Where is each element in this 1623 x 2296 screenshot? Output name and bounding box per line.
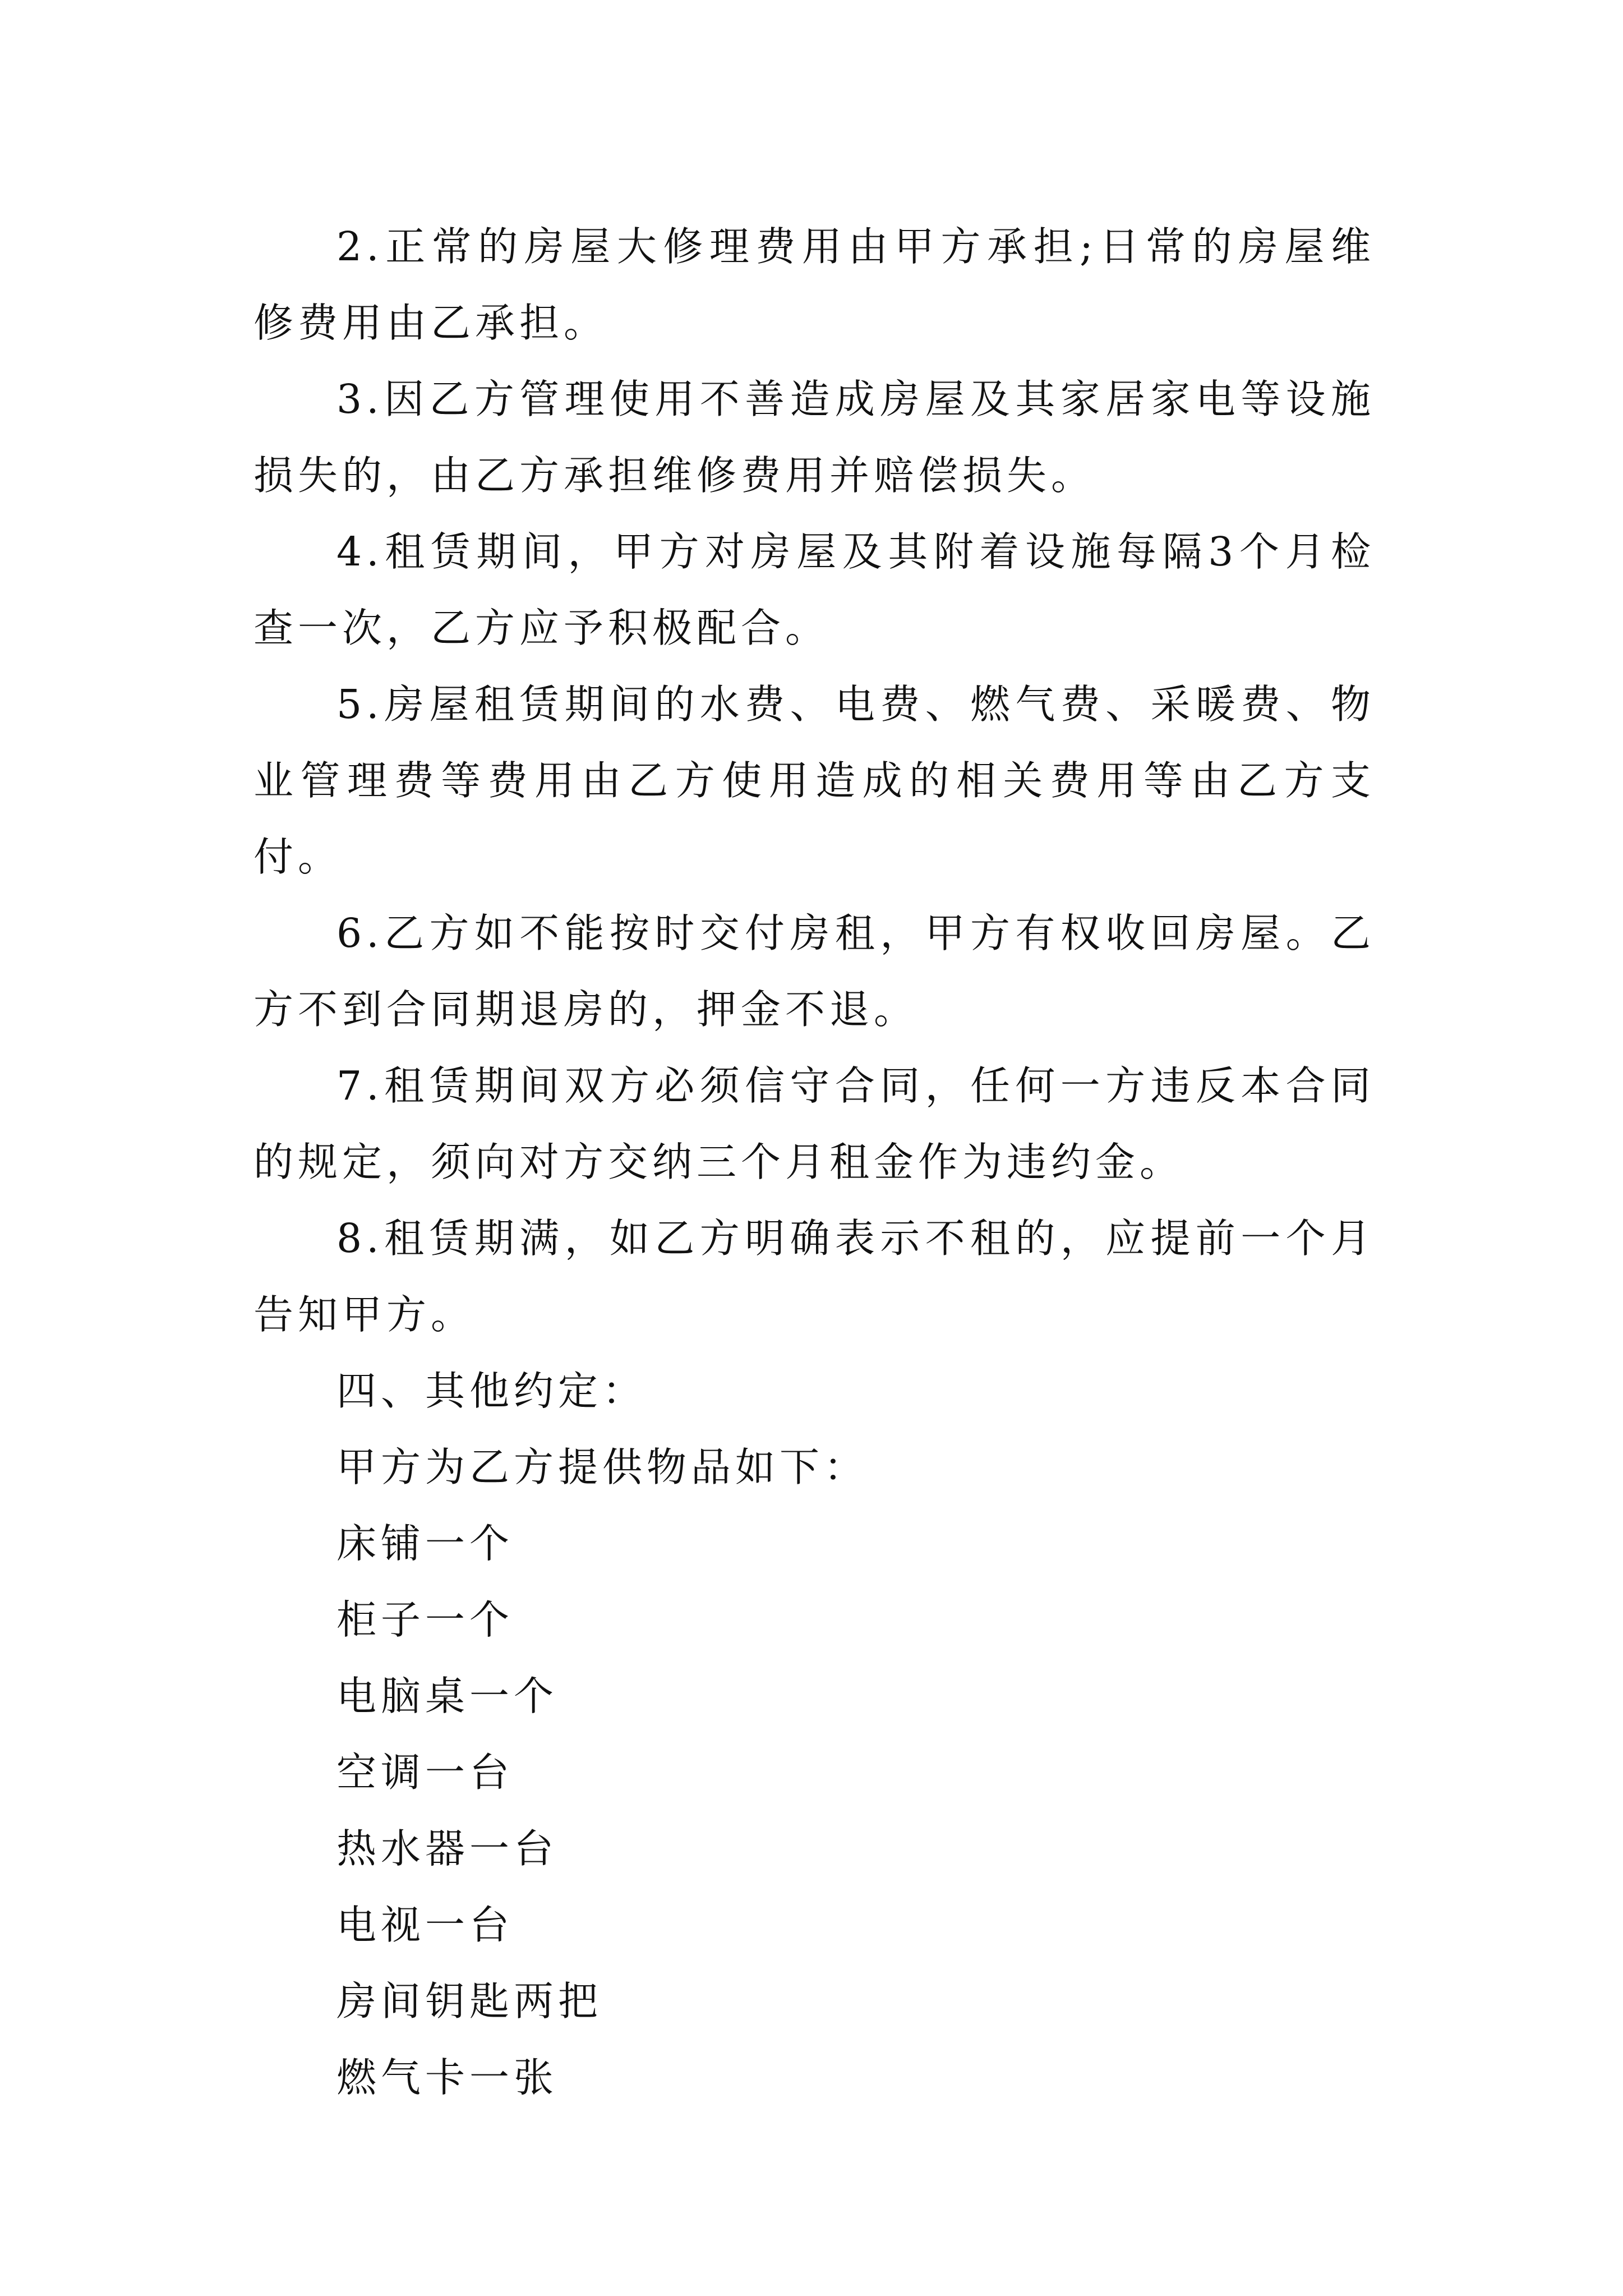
clause-8: 8.租赁期满，如乙方明确表示不租的，应提前一个月告知甲方。: [253, 1215, 1375, 1338]
document-body: [253, 209, 1375, 2116]
list-item: 燃气卡一张: [336, 2054, 559, 2101]
clause-4: 4.租赁期间，甲方对房屋及其附着设施每隔3个月检查一次，乙方应予积极配合。: [253, 528, 1375, 651]
list-item: 电脑桌一个: [336, 1673, 559, 1719]
clause-7: 7.租赁期间双方必须信守合同，任何一方违反本合同的规定，须向对方交纳三个月租金作为违约金。: [253, 1062, 1375, 1185]
clause-2: 2.正常的房屋大修理费用由甲方承担;日常的房屋维修费用由乙承担。: [253, 223, 1375, 346]
list-item: 房间钥匙两把: [336, 1978, 603, 2024]
list-item: 空调一台: [336, 1749, 514, 1796]
list-item: 柜子一个: [336, 1596, 514, 1643]
clause-5: 5.房屋租赁期间的水费、电费、燃气费、采暖费、物业管理费等费用由乙方使用造成的相关费用等由乙方支付。: [253, 681, 1375, 880]
clause-6: 6.乙方如不能按时交付房租，甲方有权收回房屋。乙方不到合同期退房的，押金不退。: [253, 910, 1375, 1033]
list-item: 电视一台: [336, 1902, 514, 1948]
section-heading: 四、其他约定：: [336, 1368, 647, 1414]
list-item: 热水器一台: [336, 1825, 559, 1872]
items-intro: 甲方为乙方提供物品如下：: [336, 1444, 869, 1490]
clause-3: 3.因乙方管理使用不善造成房屋及其家居家电等设施损失的，由乙方承担维修费用并赔偿损失。: [253, 376, 1375, 499]
list-item: 床铺一个: [336, 1520, 514, 1567]
